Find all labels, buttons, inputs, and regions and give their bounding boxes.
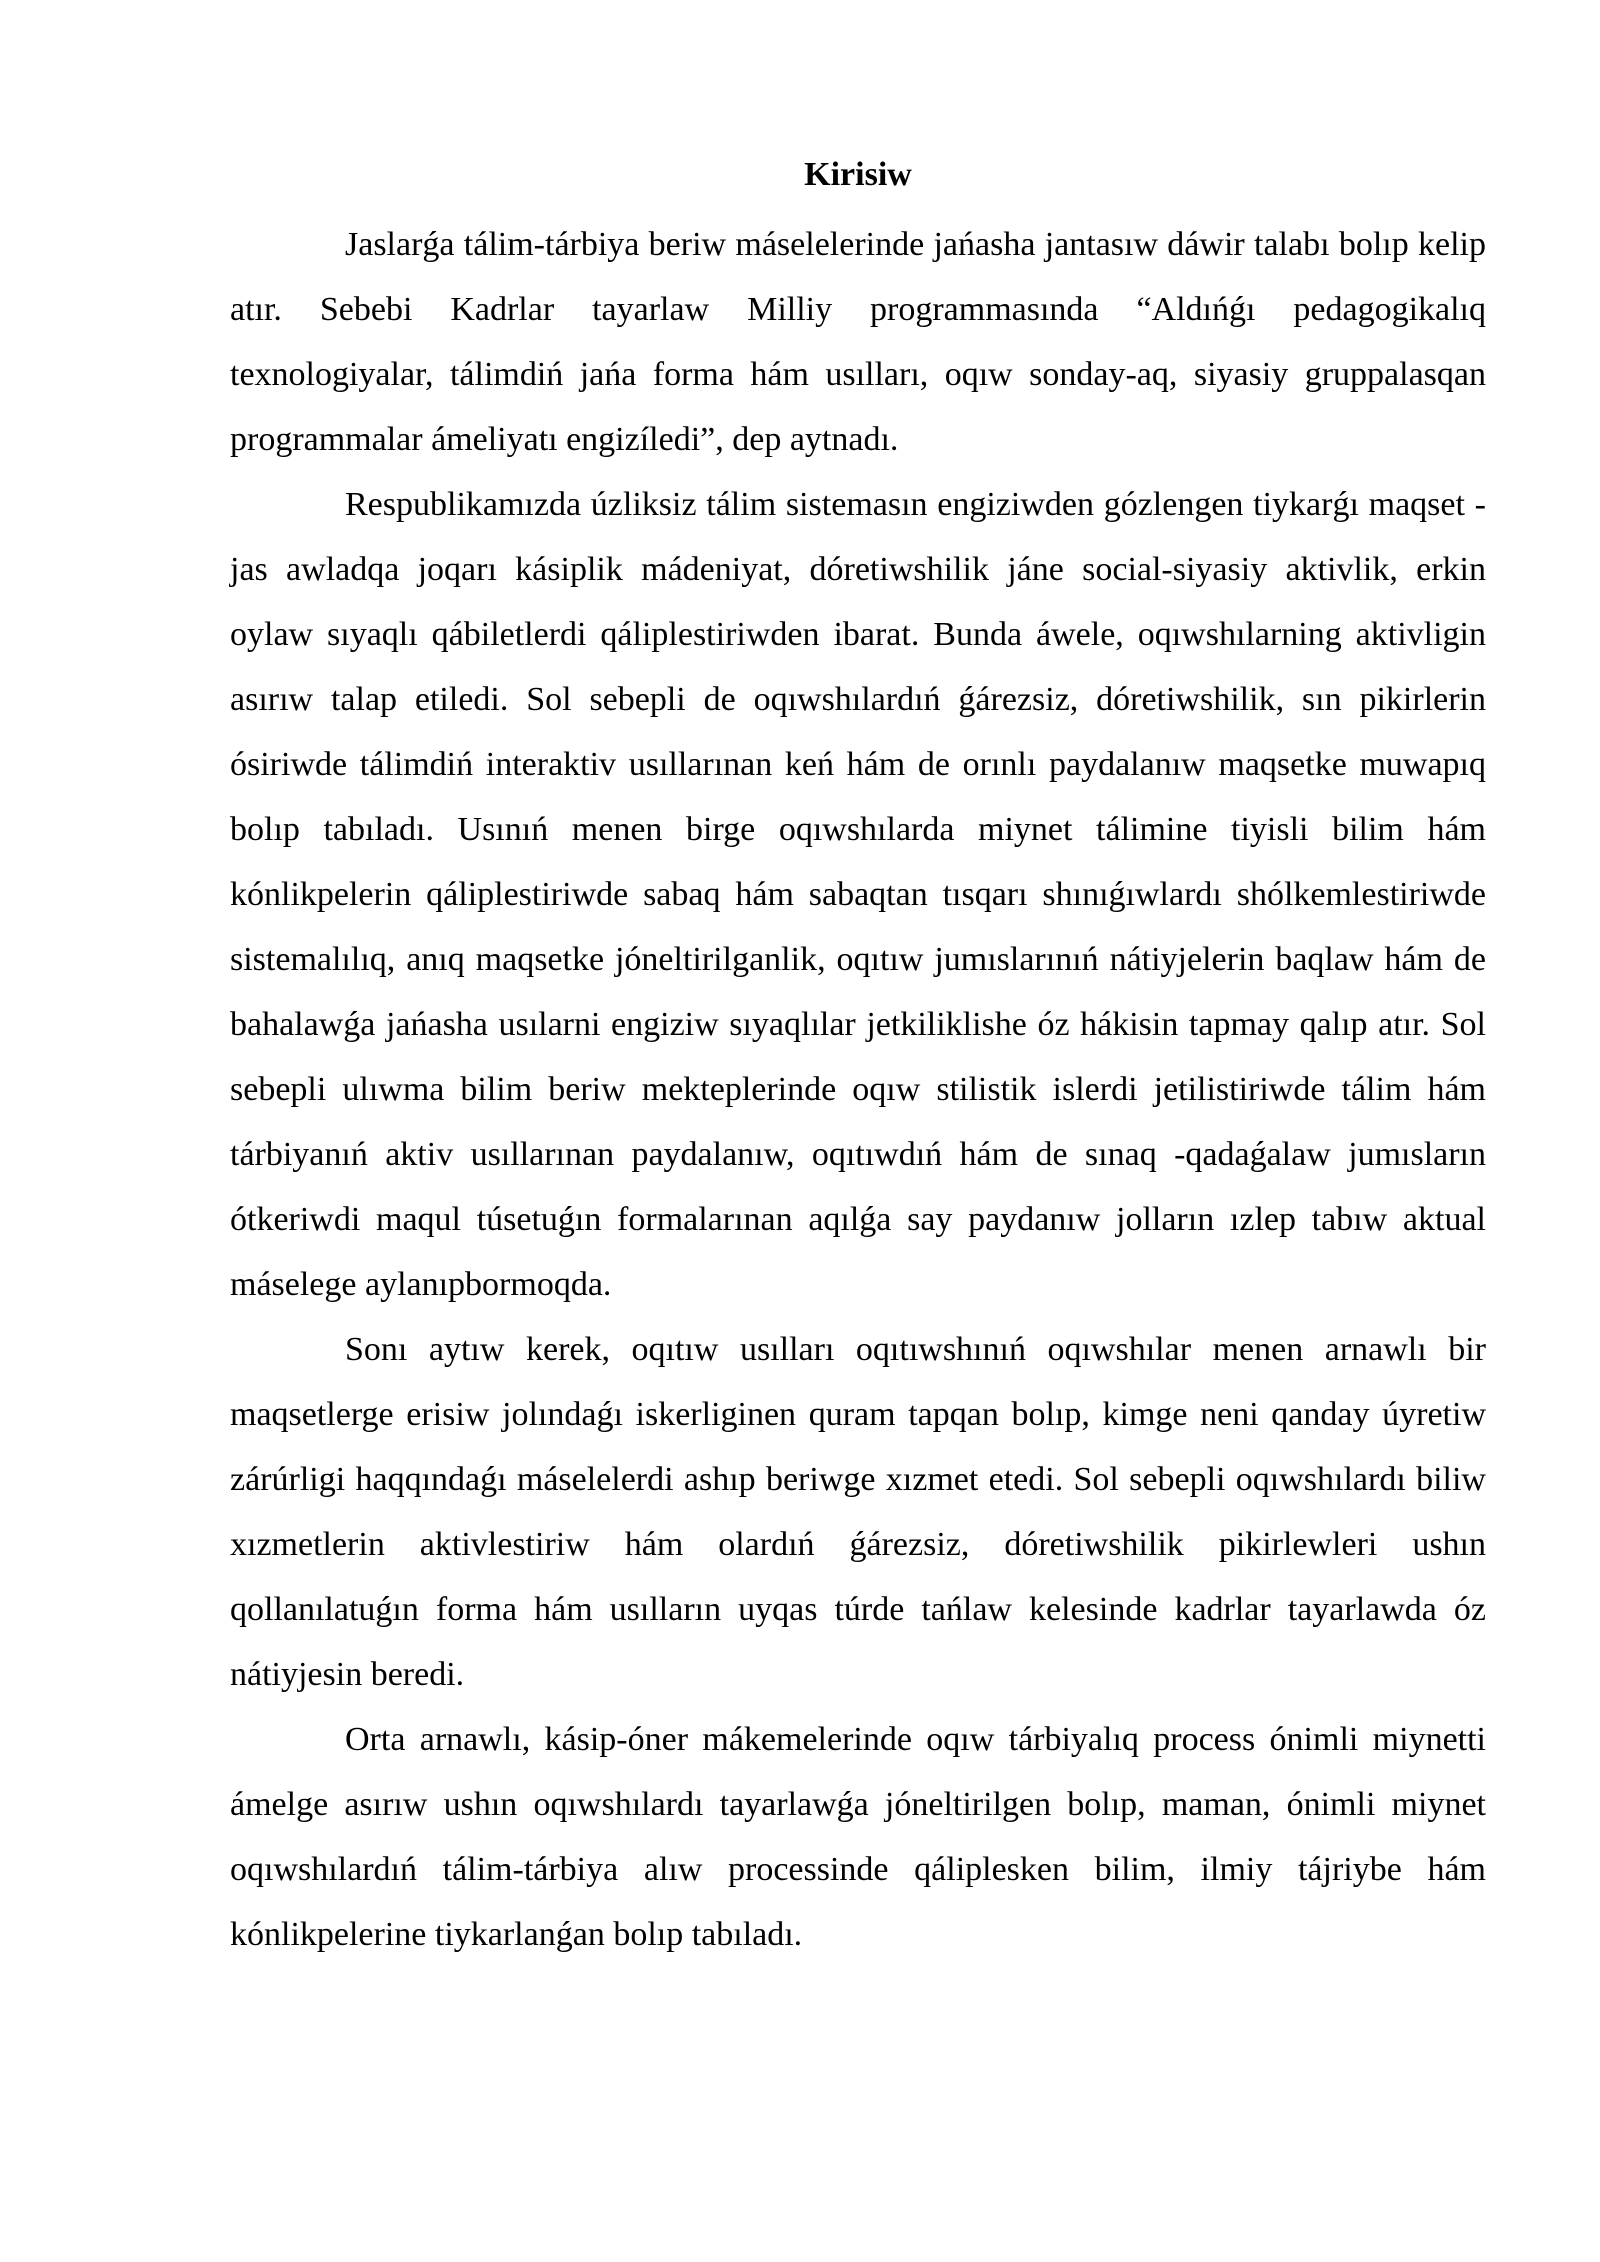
- paragraph-vocational: Orta arnawlı, kásip-óner mákemelerinde oqıw tárbiyalıq process ónimli miynetti ámelge asırıw ushın oqıwshılardı tayarlawǵa jóneltirilgen bolıp, maman, ónimli miynet oqıwshılardıń tálim-tárbiya alıw processinde qáliplesken bilim, ilmiy tájriybe hám kónlikpelerine tiykarlanǵan bolıp tabıladı.: [230, 1721, 1486, 1953]
- paragraph-republic: Respublikamızda úzliksiz tálim sistemasın engiziwden gózlengen tiykarǵı maqset - jas awladqa joqarı kásiplik mádeniyat, dóretiwshilik jáne social-siyasiy aktivlik, erkin oylaw sıyaqlı qábiletlerdi qáliplestiriwden ibarat. Bunda áwele, oqıwshılarning aktivligin asırıw talap etiledi. Sol sebepli de oqıwshılardıń ǵárezsiz, dóretiwshilik, sın pikirlerin ósiriwde tálimdiń interaktiv usıllarınan keń hám de orınlı paydalanıw maqsetke muwapıq bolıp tabıladı. Usınıń menen birge oqıwshılarda miynet tálimine tiyisli bilim hám kónlikpelerin qáliplestiriwde sabaq hám sabaqtan tısqarı shınıǵıwlardı shólkemlestiriwde sistemalılıq, anıq maqsetke jóneltirilganlik, oqıtıw jumıslarınıń nátiyjelerin baqlaw hám de bahalawǵa jańasha usılarni engiziw sıyaqlılar jetkiliklishe óz hákisin tapmay qalıp atır. Sol sebepli ulıwma bilim beriw mekteplerinde oqıw stilistik islerdi jetilistiriwde tálim hám tárbiyanıń aktiv usıllarınan paydalanıw, oqıtıwdıń hám de sınaq -qadaǵalaw jumısların ótkeriwdi maqul túsetuǵın formalarınan aqılǵa say paydanıw jolların ızlep tabıw aktual máselege aylanıpbormoqda.: [230, 486, 1486, 1303]
- paragraph-teaching-methods: Sonı aytıw kerek, oqıtıw usılları oqıtıwshınıń oqıwshılar menen arnawlı bir maqsetlerge erisiw jolındaǵı iskerliginen quram tapqan bolıp, kimge neni qanday úyretiw zárúrligi haqqındaǵı máselelerdi ashıp beriwge xızmet etedi. Sol sebepli oqıwshılardı biliw xızmetlerin aktivlestiriw hám olardıń ǵárezsiz, dóretiwshilik pikirlewleri ushın qollanılatuǵın forma hám usılların uyqas túrde tańlaw kelesinde kadrlar tayarlawda óz nátiyjesin beredi.: [230, 1331, 1486, 1693]
- paragraph-intro: Jaslarǵa tálim-tárbiya beriw máselelerinde jańasha jantasıw dáwir talabı bolıp kelip atır. Sebebi Kadrlar tayarlaw Milliy programmasında “Aldıńǵı pedagogikalıq texnologiyalar, tálimdiń jańa forma hám usılları, oqıw sonday-aq, siyasiy gruppalasqan programmalar ámeliyatı engizíledi”, dep aytnadı.: [230, 226, 1486, 458]
- document-page: [230, 150, 1486, 1967]
- document-title: Kirisiw: [804, 156, 912, 193]
